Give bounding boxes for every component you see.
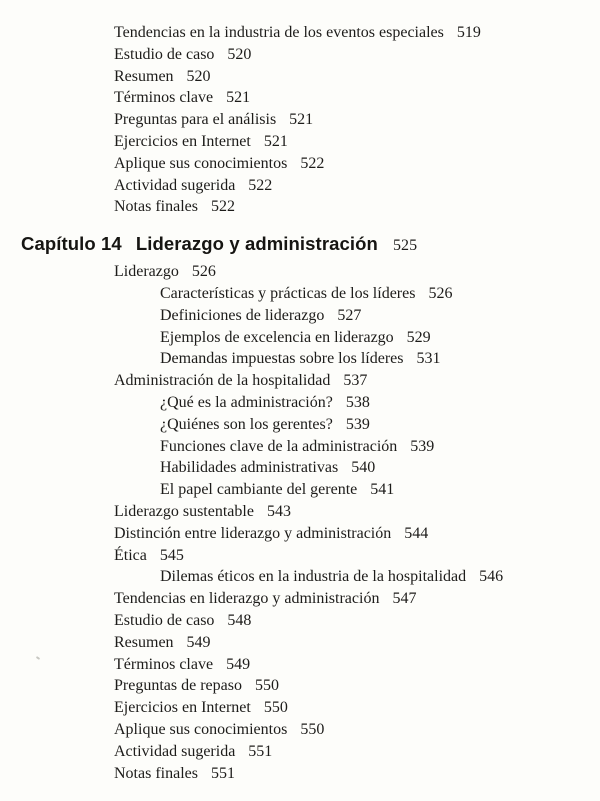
toc-entry-label: Actividad sugerida <box>114 742 236 760</box>
toc-entry-page: 521 <box>289 111 314 129</box>
toc-entry-label: Estudio de caso <box>114 611 215 629</box>
toc-entry-label: ¿Qué es la administración? <box>160 393 333 411</box>
toc-entry-label: Ética <box>114 546 147 564</box>
toc-entry-page: 539 <box>410 437 435 455</box>
toc-entry <box>0 196 600 218</box>
toc-entry <box>0 109 600 131</box>
toc-entry-page: 547 <box>392 590 417 608</box>
toc-entry-page: 522 <box>248 176 273 194</box>
toc-entry <box>0 697 600 719</box>
toc-entry-page: 540 <box>351 459 376 477</box>
toc-entry <box>0 457 600 479</box>
toc-entry-label: Tendencias en liderazgo y administración <box>114 590 380 608</box>
toc-entry <box>0 283 600 305</box>
toc-entry-page: 531 <box>416 350 441 368</box>
chapter-heading <box>0 232 600 258</box>
toc-entry <box>0 719 600 741</box>
toc-entry-page: 520 <box>227 45 252 63</box>
toc-entry <box>0 261 600 283</box>
toc-entry-page: 550 <box>254 677 279 695</box>
toc-entry-label: Ejercicios en Internet <box>114 699 251 717</box>
toc-entry <box>0 22 600 44</box>
toc-entry-page: 543 <box>266 502 291 520</box>
toc-entry-page: 526 <box>428 284 453 302</box>
toc-entry-label: Ejemplos de excelencia en liderazgo <box>160 328 394 346</box>
toc-entry-page: 541 <box>370 481 395 499</box>
toc-entry <box>0 414 600 436</box>
toc-entry-label: Notas finales <box>114 198 198 216</box>
toc-entry-page: 550 <box>300 720 325 738</box>
toc-entry-page: 538 <box>345 393 370 411</box>
toc-entry <box>0 87 600 109</box>
toc-entry-label: Administración de la hospitalidad <box>114 372 331 390</box>
chapter-number-label: Capítulo 14 <box>21 233 122 255</box>
toc-entry-label: Demandas impuestas sobre los líderes <box>160 350 404 368</box>
toc-entry-page: 549 <box>186 633 211 651</box>
toc-entry <box>0 392 600 414</box>
toc-entry-label: Resumen <box>114 633 174 651</box>
toc-entry <box>0 305 600 327</box>
toc-entry-page: 522 <box>210 198 235 216</box>
toc-entry <box>0 370 600 392</box>
toc-entry <box>0 763 600 785</box>
toc-entry <box>0 131 600 153</box>
toc-entry-label: Términos clave <box>114 89 214 107</box>
toc-entry-page: 527 <box>337 306 362 324</box>
toc-entry-page: 522 <box>300 154 325 172</box>
toc-entry <box>0 566 600 588</box>
toc-entry <box>0 479 600 501</box>
toc-entry <box>0 501 600 523</box>
toc-entry-label: Habilidades administrativas <box>160 459 339 477</box>
toc-entry-label: Aplique sus conocimientos <box>114 154 288 172</box>
toc-entry-page: 526 <box>191 263 216 281</box>
toc-entry-page: 546 <box>479 568 504 586</box>
toc-entry-label: Dilemas éticos en la industria de la hospitalidad <box>160 568 467 586</box>
toc-entry <box>0 44 600 66</box>
toc-entry <box>0 153 600 175</box>
toc-entry <box>0 610 600 632</box>
toc-entry <box>0 588 600 610</box>
toc-entry-label: Aplique sus conocimientos <box>114 720 288 738</box>
toc-entry <box>0 523 600 545</box>
toc-entry-page: 539 <box>345 415 370 433</box>
toc-entry-page: 549 <box>226 655 251 673</box>
chapter-page-number: 525 <box>392 237 418 255</box>
toc-entry-label: Estudio de caso <box>114 45 215 63</box>
toc-entry-label: Liderazgo sustentable <box>114 502 254 520</box>
toc-entry-page: 551 <box>248 742 273 760</box>
toc-entry-label: Ejercicios en Internet <box>114 132 251 150</box>
toc-entry-label: Preguntas para el análisis <box>114 111 277 129</box>
toc-entry-label: Tendencias en la industria de los eventos especiales <box>114 24 444 41</box>
toc-entry-page: 519 <box>456 24 481 41</box>
toc-entry-label: Preguntas de repaso <box>114 677 242 695</box>
toc-entry-page: 520 <box>186 67 211 85</box>
toc-entry <box>0 66 600 88</box>
toc-entry-label: ¿Quiénes son los gerentes? <box>160 415 333 433</box>
toc-entry <box>0 327 600 349</box>
toc-entry-page: 537 <box>343 372 368 390</box>
toc-entry-label: Distinción entre liderazgo y administración <box>114 524 392 542</box>
chapter-title: Liderazgo y administración <box>135 233 378 255</box>
toc-entry <box>0 175 600 197</box>
toc-entry <box>0 545 600 567</box>
toc-entry-label: Características y prácticas de los líderes <box>160 284 416 302</box>
toc-entry-page: 521 <box>263 132 288 150</box>
toc-entry-label: Notas finales <box>114 764 198 782</box>
toc-entry <box>0 436 600 458</box>
toc-entry-label: El papel cambiante del gerente <box>160 481 358 499</box>
toc-entry-page: 551 <box>210 764 235 782</box>
toc-entry-label: Términos clave <box>114 655 214 673</box>
toc-entry <box>0 654 600 676</box>
toc-entry-label: Definiciones de liderazgo <box>160 306 325 324</box>
toc-entry-page: 529 <box>406 328 431 346</box>
toc-entry-page: 548 <box>227 611 252 629</box>
toc-entry <box>0 741 600 763</box>
toc-entry-page: 550 <box>263 699 288 717</box>
toc-entry <box>0 348 600 370</box>
toc-entry-label: Actividad sugerida <box>114 176 236 194</box>
toc-entry <box>0 675 600 697</box>
toc-entry-label: Resumen <box>114 67 174 85</box>
toc-entry-page: 521 <box>226 89 251 107</box>
toc-entry <box>0 632 600 654</box>
toc-entry-page: 544 <box>404 524 429 542</box>
toc-entry-page: 545 <box>159 546 184 564</box>
toc-entry-label: Liderazgo <box>114 263 179 281</box>
toc-entry-label: Funciones clave de la administración <box>160 437 398 455</box>
